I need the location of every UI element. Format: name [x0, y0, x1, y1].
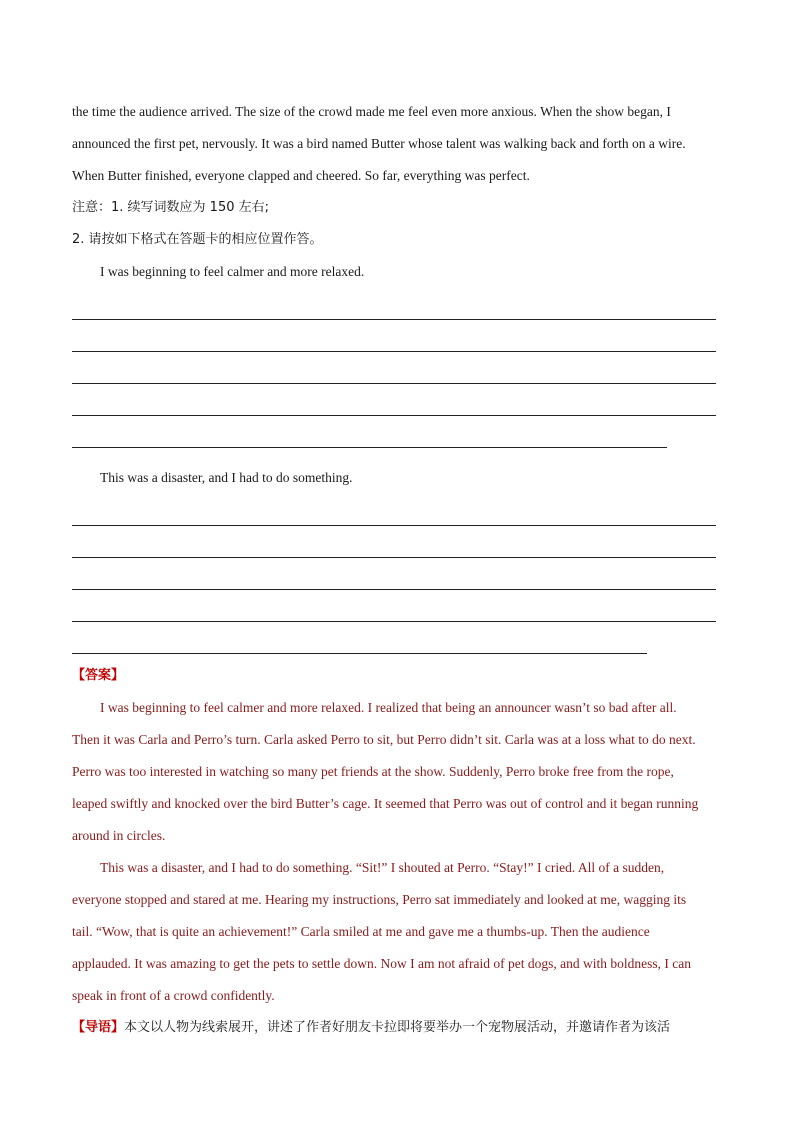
- intro-line-1: the time the audience arrived. The size of the crowd made me feel even more anxious. When the show began, I: [72, 104, 671, 119]
- prompt-1: I was beginning to feel calmer and more relaxed.: [100, 264, 365, 279]
- guide-heading: 【导语】: [72, 1020, 125, 1035]
- guide-text: 本文以人物为线索展开，讲述了作者好朋友卡拉即将要举办一个宠物展活动，并邀请作者为该活: [124, 1020, 671, 1035]
- writing-line: [72, 416, 667, 448]
- answer-line: This was a disaster, and I had to do something. “Sit!” I shouted at Perro. “Stay!” I cried. All of a sudden,: [100, 860, 665, 875]
- intro-line-2: announced the first pet, nervously. It was a bird named Butter whose talent was walking back and forth on a wire.: [72, 136, 686, 151]
- writing-line: [72, 590, 716, 622]
- answer-line: everyone stopped and stared at me. Hearing my instructions, Perro sat immediately and looked at me, wagging its: [72, 892, 687, 907]
- note-line-1: 注意：1. 续写词数应为 150 左右;: [72, 200, 269, 215]
- note-line-2: 2. 请按如下格式在答题卡的相应位置作答。: [72, 232, 323, 247]
- writing-line: [72, 288, 716, 320]
- answer-line: around in circles.: [72, 828, 166, 843]
- answer-line: leaped swiftly and knocked over the bird Butter’s cage. It seemed that Perro was out of control and it began running: [72, 796, 699, 811]
- answer-line: speak in front of a crowd confidently.: [72, 988, 275, 1003]
- writing-line: [72, 526, 716, 558]
- writing-lines-2: [72, 494, 716, 654]
- writing-line: [72, 320, 716, 352]
- writing-line: [72, 384, 716, 416]
- writing-line: [72, 558, 716, 590]
- answer-paragraph-1: [72, 692, 716, 852]
- answer-line: Then it was Carla and Perro’s turn. Carla asked Perro to sit, but Perro didn’t sit. Carla was at a loss what to do next.: [72, 732, 696, 747]
- intro-line-3: When Butter finished, everyone clapped and cheered. So far, everything was perfect.: [72, 168, 530, 183]
- document-page: [72, 96, 716, 1044]
- answer-paragraph-2: [72, 852, 716, 1012]
- answer-line: Perro was too interested in watching so many pet friends at the show. Suddenly, Perro broke free from the rope,: [72, 764, 674, 779]
- answer-line: applauded. It was amazing to get the pets to settle down. Now I am not afraid of pet dogs, and with boldness, I can: [72, 956, 691, 971]
- writing-line: [72, 494, 716, 526]
- writing-line: [72, 352, 716, 384]
- writing-line: [72, 622, 647, 654]
- guide-paragraph: [72, 1012, 716, 1044]
- answer-line: I was beginning to feel calmer and more relaxed. I realized that being an announcer wasn’t so bad after all.: [100, 700, 677, 715]
- answer-heading: 【答案】: [72, 668, 125, 683]
- writing-lines-1: [72, 288, 716, 448]
- prompt-2: This was a disaster, and I had to do something.: [100, 470, 353, 485]
- answer-line: tail. “Wow, that is quite an achievement!” Carla smiled at me and gave me a thumbs-up. Then the audience: [72, 924, 650, 939]
